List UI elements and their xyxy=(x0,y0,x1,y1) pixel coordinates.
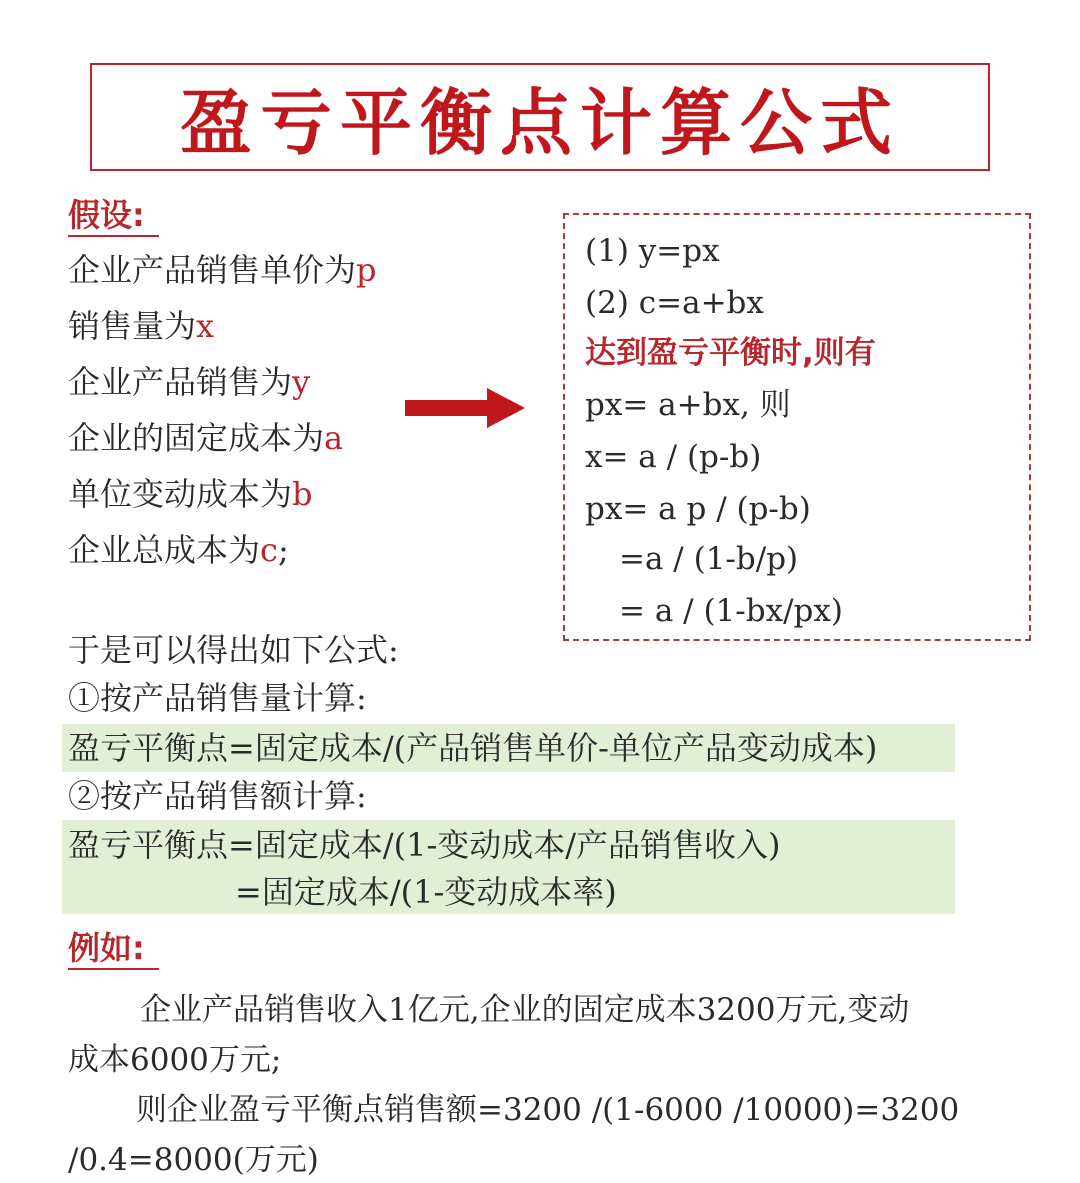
formula-condition: 达到盈亏平衡时,则有 xyxy=(585,335,876,371)
formula-line-6: =a / (1-b/p) xyxy=(619,541,799,577)
example-heading: 例如: xyxy=(68,928,159,970)
formula-line-2: (2) c=a+bx xyxy=(585,285,764,321)
assume-item-4: 企业的固定成本为a xyxy=(68,419,344,457)
formula-box xyxy=(563,213,1031,641)
method2-formula-2: =固定成本/(1-变动成本率) xyxy=(235,873,617,911)
page-title: 盈亏平衡点计算公式 xyxy=(179,81,900,165)
formula-line-7: = a / (1-bx/px) xyxy=(619,593,843,629)
example-line-3: 则企业盈亏平衡点销售额=3200 /(1-6000 /10000)=3200 xyxy=(136,1092,960,1128)
formula-line-4: x= a / (p-b) xyxy=(585,439,762,475)
formula-line-1: (1) y=px xyxy=(585,233,720,269)
assume-item-1: 企业产品销售单价为p xyxy=(68,251,377,289)
method1-label: ①按产品销售量计算: xyxy=(68,679,367,717)
derive-intro: 于是可以得出如下公式: xyxy=(68,631,399,669)
assume-item-6: 企业总成本为c; xyxy=(68,531,289,569)
example-line-2: 成本6000万元; xyxy=(68,1042,282,1078)
assume-item-2: 销售量为x xyxy=(68,307,215,345)
method2-label: ②按产品销售额计算: xyxy=(68,777,367,815)
right-arrow-icon xyxy=(405,386,527,430)
method2-formula-1: 盈亏平衡点=固定成本/(1-变动成本/产品销售收入) xyxy=(68,826,781,864)
formula-line-3: px= a+bx, 则 xyxy=(585,387,791,423)
method1-formula: 盈亏平衡点=固定成本/(产品销售单价-单位产品变动成本) xyxy=(68,729,878,767)
assume-heading: 假设: xyxy=(68,195,159,237)
formula-line-5: px= a p / (p-b) xyxy=(585,491,811,527)
assume-item-3: 企业产品销售为y xyxy=(68,363,311,401)
example-line-1: 企业产品销售收入1亿元,企业的固定成本3200万元,变动 xyxy=(140,992,910,1028)
example-line-4: /0.4=8000(万元) xyxy=(68,1142,319,1178)
title-box xyxy=(90,63,990,171)
assume-item-5: 单位变动成本为b xyxy=(68,475,313,513)
